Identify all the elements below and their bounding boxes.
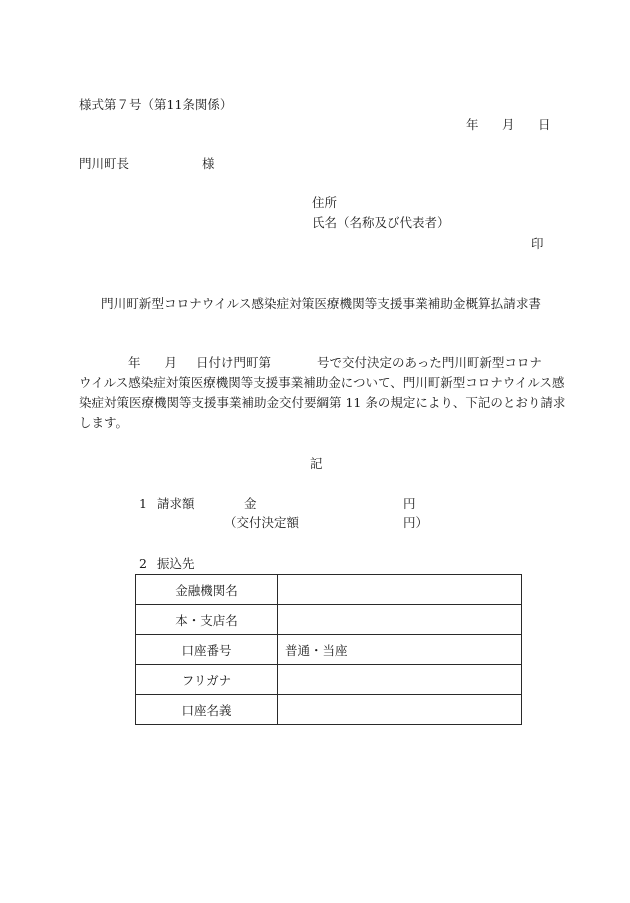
date-year: 年: [466, 117, 479, 132]
row-label-branch-name: 本・支店名: [136, 605, 278, 635]
table-row: [136, 605, 522, 635]
section2-label: 振込先: [157, 556, 195, 571]
row-label-bank-name: 金融機関名: [136, 575, 278, 605]
addressee-name: 門川町長: [79, 156, 130, 171]
row-value-bank-name: [278, 575, 522, 605]
applicant-address-label: 住所: [312, 195, 338, 210]
decided-amount-label: （交付決定額: [224, 515, 300, 530]
bank-account-table: [135, 574, 522, 725]
decided-amount-yen: 円）: [403, 515, 429, 530]
date-month: 月: [502, 117, 515, 132]
row-value-account-holder: [278, 695, 522, 725]
body-line-4: します。: [79, 415, 129, 430]
body-line1-tail: 号で交付決定のあった門川町新型コロナ: [317, 355, 542, 370]
seal-mark: 印: [531, 236, 544, 251]
section1-label: 請求額: [157, 496, 195, 511]
document-title: 門川町新型コロナウイルス感染症対策医療機関等支援事業補助金概算払請求書: [101, 296, 542, 311]
body-month: 月: [164, 355, 178, 370]
body-line-1: [79, 353, 555, 373]
body-year: 年: [128, 355, 141, 370]
applicant-name-label: 氏名（名称及び代表者）: [312, 215, 450, 230]
table-row: [136, 665, 522, 695]
row-label-furigana: フリガナ: [136, 665, 278, 695]
section1-number: 1: [139, 496, 147, 511]
row-value-furigana: [278, 665, 522, 695]
ki-mark: 記: [310, 456, 323, 471]
form-number: 様式第７号（第11条関係）: [79, 97, 233, 112]
body-line-2: ウイルス感染症対策医療機関等支援事業補助金について、門川町新型コロナウイルス感: [79, 375, 565, 390]
row-label-account-number: 口座番号: [136, 635, 278, 665]
row-value-branch-name: [278, 605, 522, 635]
date-day: 日: [538, 117, 551, 132]
body-line1-mid: 日付け門町第: [196, 355, 272, 370]
table-row: [136, 635, 522, 665]
row-label-account-holder: 口座名義: [136, 695, 278, 725]
table-row: [136, 695, 522, 725]
addressee-honorific: 様: [202, 156, 215, 171]
row-value-account-type: 普通・当座: [278, 635, 522, 665]
section2-number: 2: [139, 556, 147, 571]
amount-kin: 金: [244, 496, 257, 511]
amount-yen: 円: [403, 496, 416, 511]
body-line-3: 染症対策医療機関等支援事業補助金交付要綱第 11 条の規定により、下記のとおり請求: [79, 395, 566, 410]
table-row: [136, 575, 522, 605]
body-paragraph: [79, 353, 566, 433]
